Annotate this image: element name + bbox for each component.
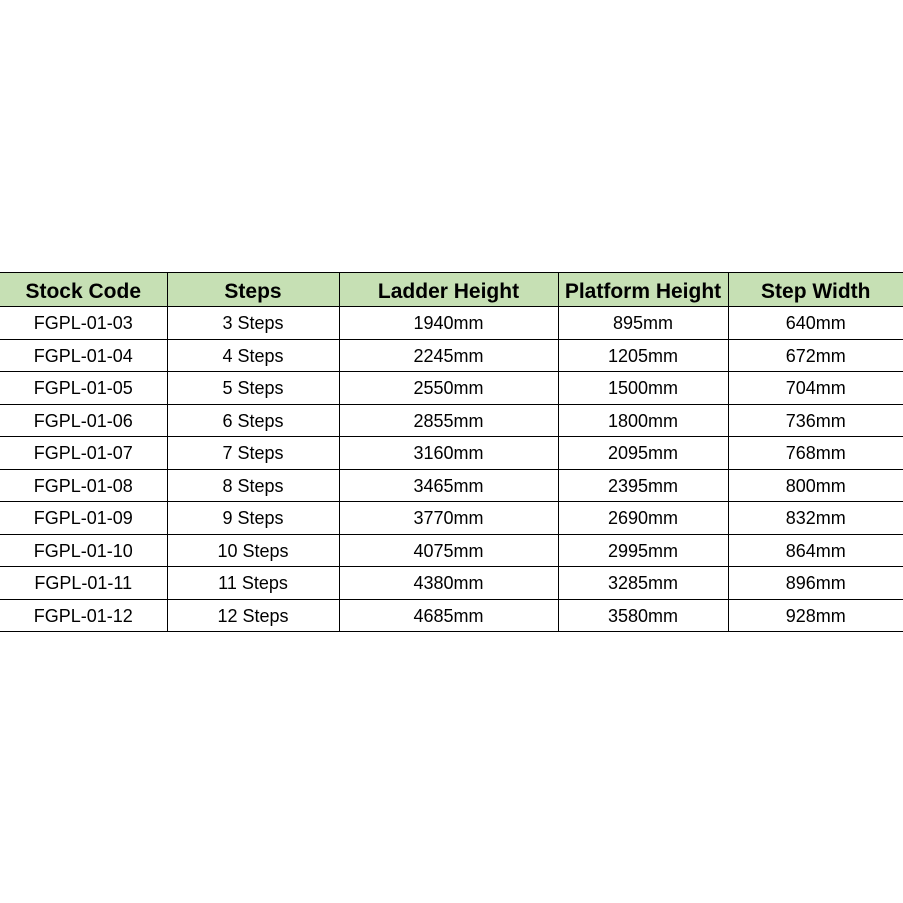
table-row — [0, 502, 903, 535]
header-steps: Steps — [167, 273, 339, 307]
cell-steps: 12 Steps — [167, 599, 339, 632]
cell-ladder-height: 4075mm — [339, 534, 558, 567]
cell-step-width: 800mm — [728, 469, 903, 502]
cell-ladder-height: 1940mm — [339, 307, 558, 340]
cell-ladder-height: 4380mm — [339, 567, 558, 600]
cell-platform-height: 3285mm — [558, 567, 728, 600]
cell-platform-height: 1500mm — [558, 372, 728, 405]
cell-step-width: 704mm — [728, 372, 903, 405]
header-ladder-height: Ladder Height — [339, 273, 558, 307]
table-row — [0, 534, 903, 567]
cell-stock-code: FGPL-01-11 — [0, 567, 167, 600]
table-row — [0, 599, 903, 632]
cell-step-width: 736mm — [728, 404, 903, 437]
cell-stock-code: FGPL-01-10 — [0, 534, 167, 567]
cell-ladder-height: 2550mm — [339, 372, 558, 405]
cell-stock-code: FGPL-01-06 — [0, 404, 167, 437]
cell-stock-code: FGPL-01-12 — [0, 599, 167, 632]
cell-step-width: 928mm — [728, 599, 903, 632]
cell-ladder-height: 4685mm — [339, 599, 558, 632]
header-stock-code: Stock Code — [0, 273, 167, 307]
cell-step-width: 864mm — [728, 534, 903, 567]
cell-stock-code: FGPL-01-09 — [0, 502, 167, 535]
cell-steps: 4 Steps — [167, 339, 339, 372]
table-body — [0, 307, 903, 632]
cell-ladder-height: 2245mm — [339, 339, 558, 372]
cell-stock-code: FGPL-01-03 — [0, 307, 167, 340]
cell-platform-height: 2095mm — [558, 437, 728, 470]
cell-step-width: 672mm — [728, 339, 903, 372]
cell-ladder-height: 3770mm — [339, 502, 558, 535]
cell-step-width: 768mm — [728, 437, 903, 470]
cell-platform-height: 1800mm — [558, 404, 728, 437]
cell-steps: 10 Steps — [167, 534, 339, 567]
cell-platform-height: 3580mm — [558, 599, 728, 632]
table-row — [0, 404, 903, 437]
cell-ladder-height: 3160mm — [339, 437, 558, 470]
ladder-spec-table — [0, 272, 903, 632]
table-header-row — [0, 273, 903, 307]
table-row — [0, 567, 903, 600]
header-step-width: Step Width — [728, 273, 903, 307]
cell-stock-code: FGPL-01-04 — [0, 339, 167, 372]
cell-stock-code: FGPL-01-07 — [0, 437, 167, 470]
cell-platform-height: 2995mm — [558, 534, 728, 567]
header-platform-height: Platform Height — [558, 273, 728, 307]
cell-steps: 5 Steps — [167, 372, 339, 405]
cell-step-width: 640mm — [728, 307, 903, 340]
cell-platform-height: 895mm — [558, 307, 728, 340]
table-row — [0, 469, 903, 502]
cell-stock-code: FGPL-01-08 — [0, 469, 167, 502]
cell-ladder-height: 2855mm — [339, 404, 558, 437]
cell-platform-height: 2395mm — [558, 469, 728, 502]
cell-steps: 8 Steps — [167, 469, 339, 502]
cell-platform-height: 1205mm — [558, 339, 728, 372]
cell-step-width: 896mm — [728, 567, 903, 600]
cell-steps: 11 Steps — [167, 567, 339, 600]
table-row — [0, 339, 903, 372]
cell-steps: 6 Steps — [167, 404, 339, 437]
cell-steps: 3 Steps — [167, 307, 339, 340]
cell-ladder-height: 3465mm — [339, 469, 558, 502]
table-row — [0, 437, 903, 470]
table-row — [0, 372, 903, 405]
cell-step-width: 832mm — [728, 502, 903, 535]
cell-steps: 7 Steps — [167, 437, 339, 470]
cell-platform-height: 2690mm — [558, 502, 728, 535]
cell-steps: 9 Steps — [167, 502, 339, 535]
table-row — [0, 307, 903, 340]
cell-stock-code: FGPL-01-05 — [0, 372, 167, 405]
